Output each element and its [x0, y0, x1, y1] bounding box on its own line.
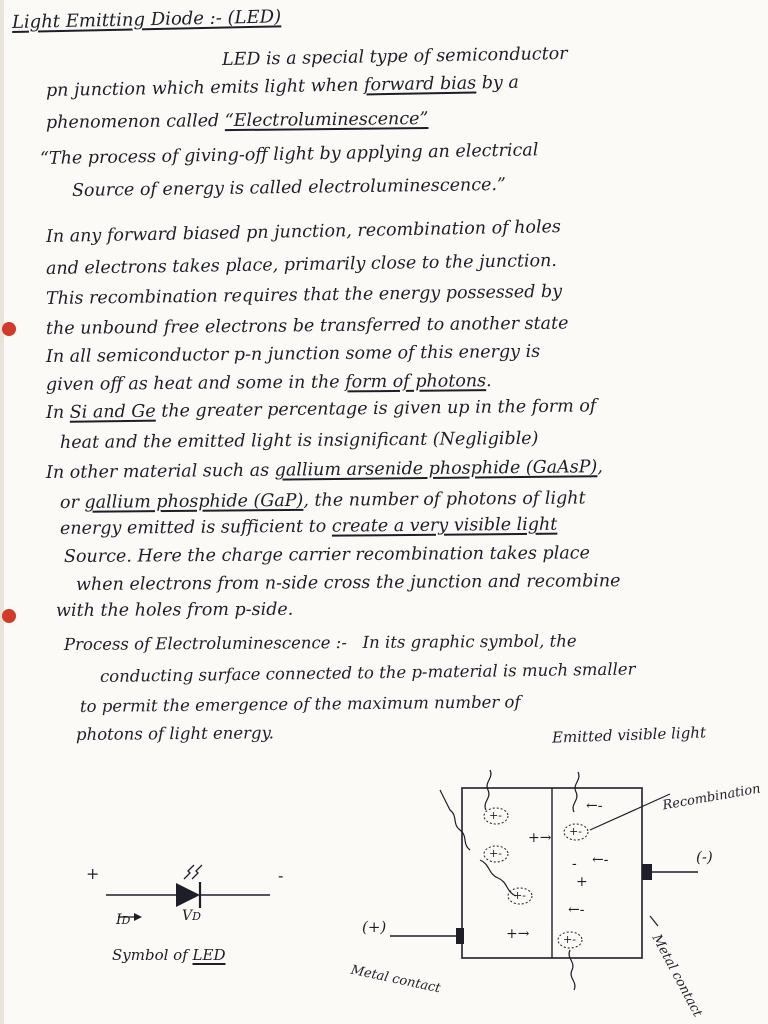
- text-line-20: Process of Electroluminescence :- In its graphic symbol, the: [63, 631, 577, 654]
- text-line-10: In all semiconductor p-n junction some of this energy is: [45, 341, 541, 367]
- page-margin: [0, 0, 4, 1024]
- symbol-minus-label: -: [278, 866, 284, 885]
- symbol-plus-label: +: [86, 864, 100, 883]
- text-line-23: photons of light energy.: [75, 723, 274, 744]
- metal-contact-right-label: Metal contact: [648, 932, 705, 1020]
- hole-motion-arrow: +→: [528, 830, 552, 846]
- text-line-13: heat and the emitted light is insignificant (Negligible): [59, 428, 539, 453]
- text-line-4: “The process of giving-off light by applying an electrical: [39, 140, 539, 169]
- punch-hole-top: [2, 322, 16, 336]
- text-line-3: phenomenon called “Electroluminescence”: [45, 108, 429, 133]
- electron-motion-arrow: ←-: [568, 902, 585, 918]
- text-line-12: In Si and Ge the greater percentage is given up in the form of: [45, 396, 597, 423]
- hole-electron-pair: +-: [513, 889, 526, 902]
- text-line-6: In any forward biased pn junction, recombination of holes: [45, 217, 562, 247]
- hole-symbol: +: [576, 874, 588, 890]
- hole-motion-arrow: +→: [506, 926, 530, 942]
- text-line-7: and electrons takes place, primarily close to the junction.: [45, 250, 558, 279]
- hole-electron-pair: +-: [569, 825, 582, 838]
- hole-electron-pair: +-: [489, 847, 502, 860]
- electron-motion-arrow: ←-: [586, 798, 603, 814]
- page-title: Light Emitting Diode :- (LED): [11, 6, 282, 33]
- text-line-21: conducting surface connected to the p-material is much smaller: [99, 659, 636, 686]
- text-line-17: Source. Here the charge carrier recombination takes place: [63, 543, 590, 567]
- symbol-caption: Symbol of LED: [112, 946, 226, 964]
- text-line-9: the unbound free electrons be transferred to another state: [45, 313, 569, 339]
- electron-symbol: -: [572, 856, 577, 872]
- hole-electron-pair: +-: [563, 933, 576, 946]
- hole-electron-pair: +-: [489, 809, 502, 822]
- voltage-label: VD: [182, 908, 201, 924]
- text-line-5: Source of energy is called electroluminescence.”: [71, 174, 507, 201]
- text-line-11: given off as heat and some in the form of photons.: [45, 371, 492, 395]
- text-line-16: energy emitted is sufficient to create a very visible light: [59, 514, 558, 539]
- text-line-1: LED is a special type of semiconductor: [221, 43, 568, 70]
- text-line-19: with the holes from p-side.: [55, 599, 294, 621]
- recombination-label: Recombination: [661, 781, 762, 814]
- metal-contact-left-label: Metal contact: [349, 962, 442, 997]
- emitted-light-label: Emitted visible light: [551, 723, 707, 747]
- positive-terminal: (+): [362, 918, 387, 936]
- electron-motion-arrow: ←-: [592, 852, 609, 868]
- text-line-18: when electrons from n-side cross the junction and recombine: [75, 571, 621, 595]
- text-line-15: or gallium phosphide (GaP), the number of photons of light: [59, 488, 586, 513]
- text-line-22: to permit the emergence of the maximum number of: [79, 692, 521, 716]
- text-line-14: In other material such as gallium arsenide phosphide (GaAsP),: [45, 457, 603, 483]
- current-label: ID: [116, 912, 131, 928]
- text-line-8: This recombination requires that the energy possessed by: [45, 281, 563, 309]
- punch-hole-bottom: [2, 609, 16, 623]
- text-line-2: pn junction which emits light when forward bias by a: [45, 72, 520, 101]
- negative-terminal: (-): [696, 848, 713, 866]
